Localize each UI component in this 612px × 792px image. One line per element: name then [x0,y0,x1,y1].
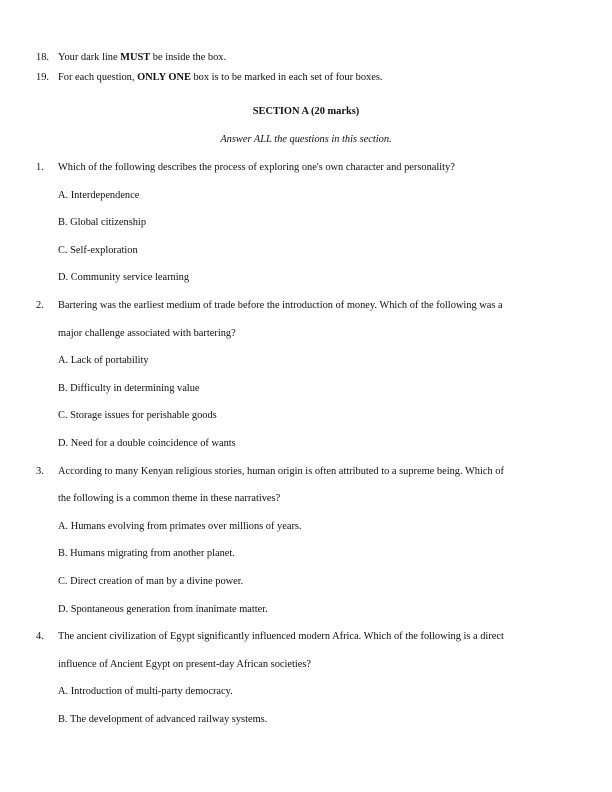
option-b: B. The development of advanced railway systems. [58,714,268,725]
option-b: B. Global citizenship [58,217,147,228]
question-text: According to many Kenyan religious stories, human origin is often attributed to a supreme being. Which of [58,466,504,477]
option-a: A. Lack of portability [58,355,149,366]
option-d: D. Spontaneous generation from inanimate matter. [58,604,268,615]
section-instruction: Answer ALL the questions in this section. [220,134,392,145]
question-text: Which of the following describes the process of exploring one's own character and personality? [58,162,455,173]
option-a: A. Interdependence [58,190,140,201]
option-c: C. Storage issues for perishable goods [58,410,217,421]
instruction-text: For each question, [58,72,138,83]
option-c: C. Direct creation of man by a divine power. [58,576,244,587]
option-d: D. Community service learning [58,272,190,283]
section-title: SECTION A (20 marks) [252,106,360,117]
option-a: A. Introduction of multi-party democracy. [58,686,233,697]
instruction-emphasis: ONLY ONE [137,72,191,83]
instruction-text: Your dark line [58,52,121,63]
question-text-continued: influence of Ancient Egypt on present-day African societies? [58,659,312,670]
question-number: 3. [36,466,44,477]
instruction-emphasis: MUST [120,52,151,63]
instruction-number: 18. [36,52,49,63]
instruction-number: 19. [36,72,49,83]
instruction-text: box is to be marked in each set of four boxes. [190,72,383,83]
question-text: The ancient civilization of Egypt significantly influenced modern Africa. Which of the following is a direct [58,631,504,642]
option-b: B. Difficulty in determining value [58,383,200,394]
question-number: 1. [36,162,44,173]
option-a: A. Humans evolving from primates over millions of years. [58,521,302,532]
question-text-continued: major challenge associated with bartering? [58,328,236,339]
question-text-continued: the following is a common theme in these narratives? [58,493,281,504]
question-text: Bartering was the earliest medium of trade before the introduction of money. Which of the following was a [58,300,503,311]
instruction-text: be inside the box. [150,52,227,63]
option-d: D. Need for a double coincidence of wants [58,438,236,449]
question-number: 2. [36,300,44,311]
option-b: B. Humans migrating from another planet. [58,548,235,559]
option-c: C. Self-exploration [58,245,138,256]
question-number: 4. [36,631,44,642]
